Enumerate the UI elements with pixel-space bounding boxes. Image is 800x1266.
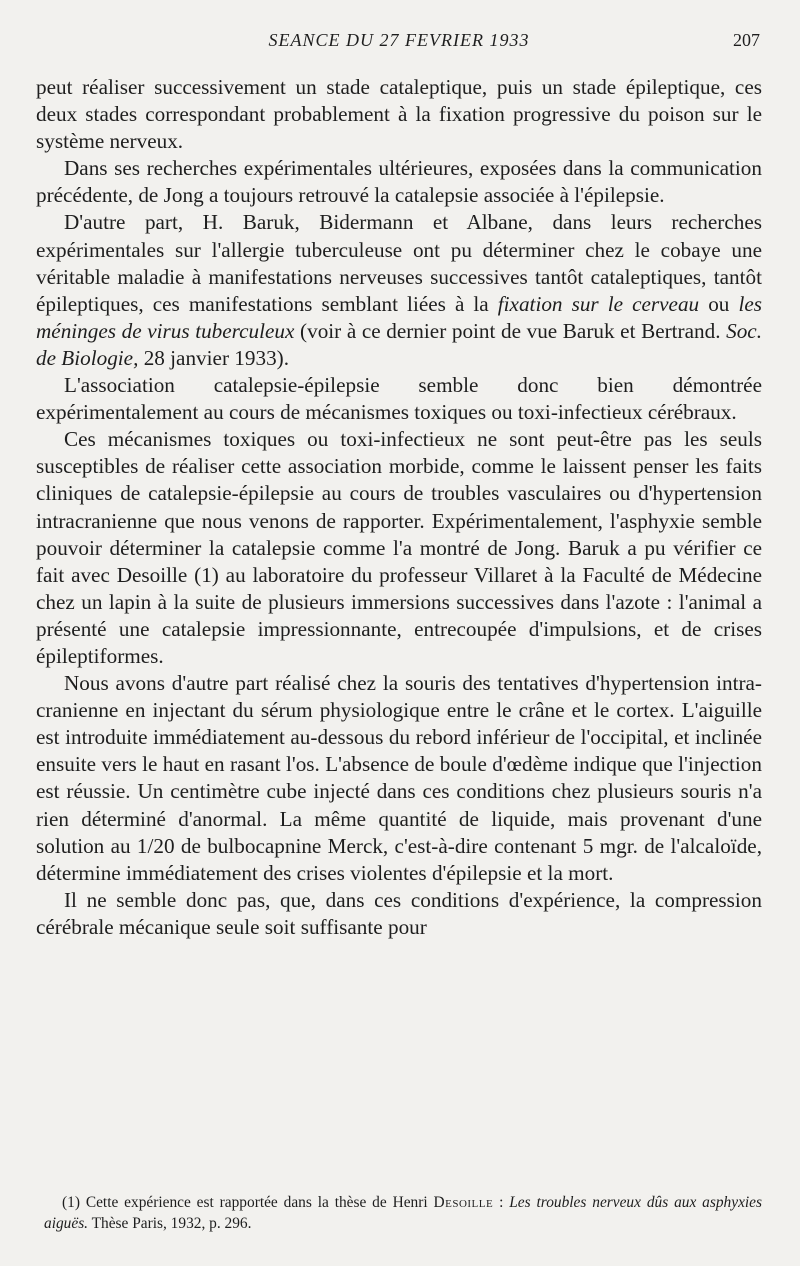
footnote [44, 1192, 762, 1234]
paragraph: L'association catalepsie-épilepsie semble donc bien démontrée expérimentalement au cours de mécanismes toxiques ou toxi-infectieux cérébraux. [36, 373, 762, 425]
italic-text: Soc. de Biologie, [36, 318, 762, 370]
italic-text: les méninges de virus tuberculeux [36, 291, 763, 343]
text-run: (voir à ce dernier point de vue Baruk et Bertrand. [294, 318, 727, 343]
italic-text: Les troubles nerveux dûs aux asphyxies aiguës. [44, 1194, 763, 1232]
footnote-author: Desoille [433, 1194, 494, 1211]
footnote-text [44, 1192, 762, 1234]
italic-text: fixation sur le cerveau [497, 291, 700, 316]
paragraph: Nous avons d'autre part réalisé chez la souris des tentatives d'hypertension intra-cranienne en injectant du sérum physiologique entre le crâne et le cortex. L'aiguille est introduite immédiatement au-dessous du rebord inférieur de l'occipital, et inclinée ensuite vers le haut en rasant l'os. L'absence de boule d'œdème indique que l'injection est réussie. Un centimètre cube injecté dans ces conditions chez plusieurs souris n'a rien déterminé d'anormal. La même quantité de liquide, mais provenant d'une solution au 1/20 de bulbocapnine Merck, c'est-à-dire contenant 5 mgr. de l'alcaloïde, détermine immédiatement des crises violentes d'épilepsie et la mort. [36, 671, 762, 885]
paragraph: Ces mécanismes toxiques ou toxi-infectieux ne sont peut-être pas les seuls susceptibles de réaliser cette association morbide, comme le laissent penser les faits cliniques de catalepsie-épilepsie au cours de troubles vasculaires ou d'hypertension intracranienne que nous venons de rapporter. Expérimentalement, l'asphyxie semble pouvoir déterminer la catalepsie comme l'a montré de Jong. Baruk a pu vérifier ce fait avec Desoille (1) au laboratoire du professeur Villaret à la Faculté de Médecine chez un lapin à la suite de plusieurs immersions successives dans l'azote : l'animal a présenté une catalepsie impressionnante, entrecoupée d'impulsions, et de crises épileptiformes. [36, 427, 762, 668]
page-number: 207 [733, 30, 760, 50]
paragraph: Il ne semble donc pas, que, dans ces conditions d'expérience, la compression cérébrale mécanique seule soit suffisante pour [36, 887, 762, 939]
text-run: : [493, 1194, 510, 1211]
paragraph-continuation: peut réaliser successivement un stade cataleptique, puis un stade épileptique, ces deux stades correspondant probablement à la fixation progressive du poison sur le système nerveux. [36, 75, 762, 154]
text-run: D'autre part, H. Baruk, Bidermann et Albane, dans leurs recherches expérimentales sur l'allergie tuberculeuse ont pu déterminer chez le cobaye une véritable maladie à manifestations nerveuses successives tantôt cataleptiques, tantôt épileptiques, ces manifestations semblant liées à la [36, 210, 762, 316]
running-head-title: SEANCE DU 27 FEVRIER 1933 [268, 30, 530, 50]
paragraph [36, 209, 762, 372]
text-run: Thèse Paris, 1932, p. 296. [88, 1215, 252, 1232]
text-run: Cette expérience est rapportée dans la thèse de Henri [79, 1194, 434, 1211]
paragraph: Dans ses recherches expérimentales ultérieures, exposées dans la communication précédente, de Jong a toujours retrouvé la catalepsie associée à l'épilepsie. [36, 156, 762, 208]
text-run: 28 janvier 1933). [138, 345, 290, 370]
footnote-marker: (1) [62, 1194, 80, 1211]
body-text [36, 74, 762, 941]
running-head [36, 30, 762, 54]
text-run: ou [699, 291, 739, 316]
